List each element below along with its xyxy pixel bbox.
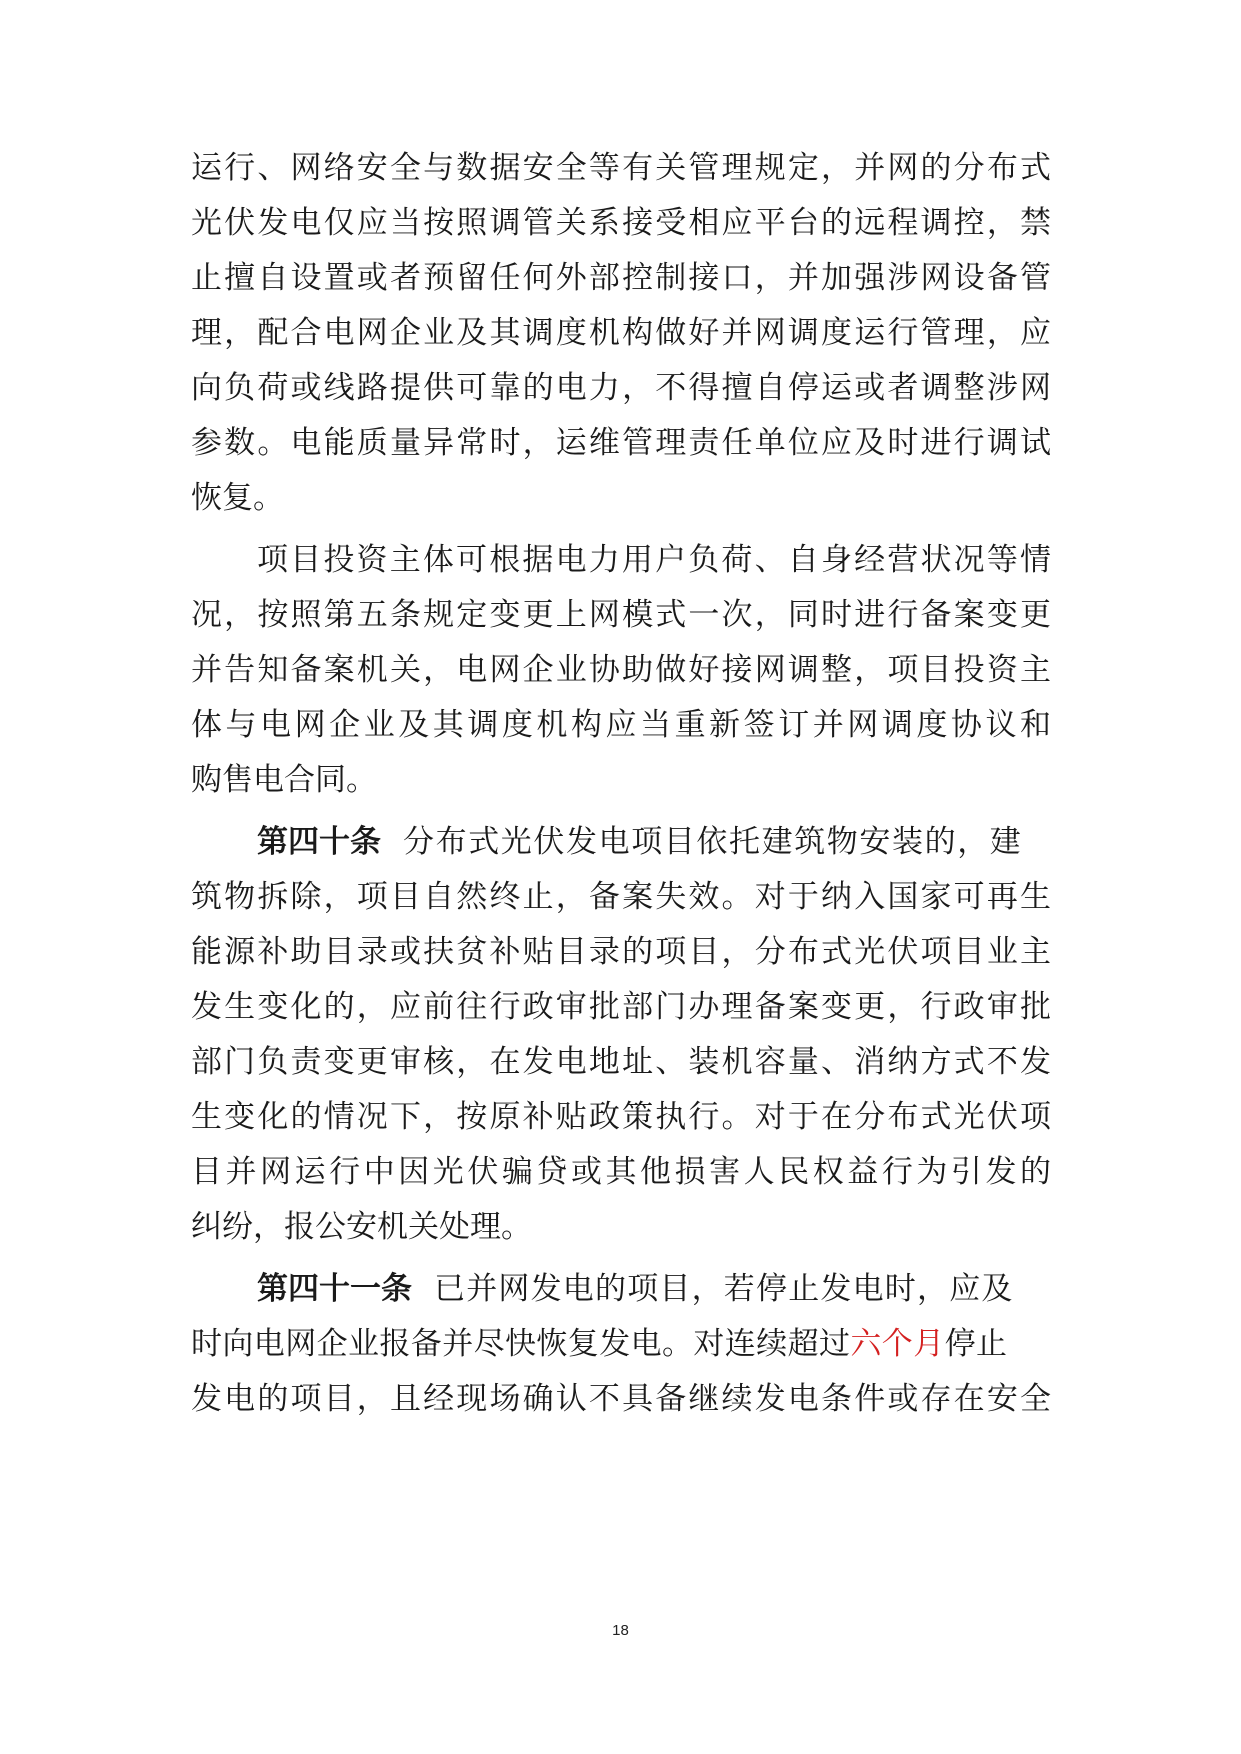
body-line: 筑物拆除，项目自然终止，备案失效。对于纳入国家可再生 xyxy=(191,879,1051,915)
body-line: 并告知备案机关，电网企业协助做好接网调整，项目投资主 xyxy=(191,652,1051,688)
article-40-heading: 第四十条 xyxy=(257,824,381,860)
body-line: 目并网运行中因光伏骗贷或其他损害人民权益行为引发的 xyxy=(191,1154,1051,1190)
highlight-six-months: 六个月 xyxy=(850,1326,945,1362)
article-41-text: 停止 xyxy=(944,1326,1008,1362)
body-line: 运行、网络安全与数据安全等有关管理规定，并网的分布式 xyxy=(191,150,1051,186)
body-line: 理，配合电网企业及其调度机构做好并网调度运行管理，应 xyxy=(191,315,1051,351)
article-41-heading: 第四十一条 xyxy=(257,1271,412,1307)
article-41-first-line xyxy=(257,1269,1051,1309)
body-line: 购售电合同。 xyxy=(191,762,377,798)
body-line: 部门负责变更审核，在发电地址、装机容量、消纳方式不发 xyxy=(191,1044,1051,1080)
body-line: 况，按照第五条规定变更上网模式一次，同时进行备案变更 xyxy=(191,597,1051,633)
body-line: 向负荷或线路提供可靠的电力，不得擅自停运或者调整涉网 xyxy=(191,370,1051,406)
article-41-text: 时向电网企业报备并尽快恢复发电。对连续超过 xyxy=(191,1326,851,1362)
body-line: 体与电网企业及其调度机构应当重新签订并网调度协议和 xyxy=(191,707,1051,743)
body-line: 发电的项目，且经现场确认不具备继续发电条件或存在安全 xyxy=(191,1381,1051,1417)
body-line: 参数。电能质量异常时，运维管理责任单位应及时进行调试 xyxy=(191,425,1051,461)
article-41-second-line xyxy=(191,1324,1051,1364)
body-line: 生变化的情况下，按原补贴政策执行。对于在分布式光伏项 xyxy=(191,1099,1051,1135)
article-40-text: 分布式光伏发电项目依托建筑物安装的，建 xyxy=(403,824,1023,860)
article-41-text: 已并网发电的项目，若停止发电时，应及 xyxy=(434,1271,1014,1307)
body-line: 恢复。 xyxy=(191,480,284,516)
body-line: 光伏发电仅应当按照调管关系接受相应平台的远程调控，禁 xyxy=(191,205,1051,241)
body-line: 发生变化的，应前往行政审批部门办理备案变更，行政审批 xyxy=(191,989,1051,1025)
body-line: 纠纷，报公安机关处理。 xyxy=(191,1209,532,1245)
article-40-first-line xyxy=(257,822,1051,862)
body-line: 项目投资主体可根据电力用户负荷、自身经营状况等情 xyxy=(257,542,1051,578)
body-line: 能源补助目录或扶贫补贴目录的项目，分布式光伏项目业主 xyxy=(191,934,1051,970)
body-line: 止擅自设置或者预留任何外部控制接口，并加强涉网设备管 xyxy=(191,260,1051,296)
page-number: 18 xyxy=(612,1622,629,1639)
